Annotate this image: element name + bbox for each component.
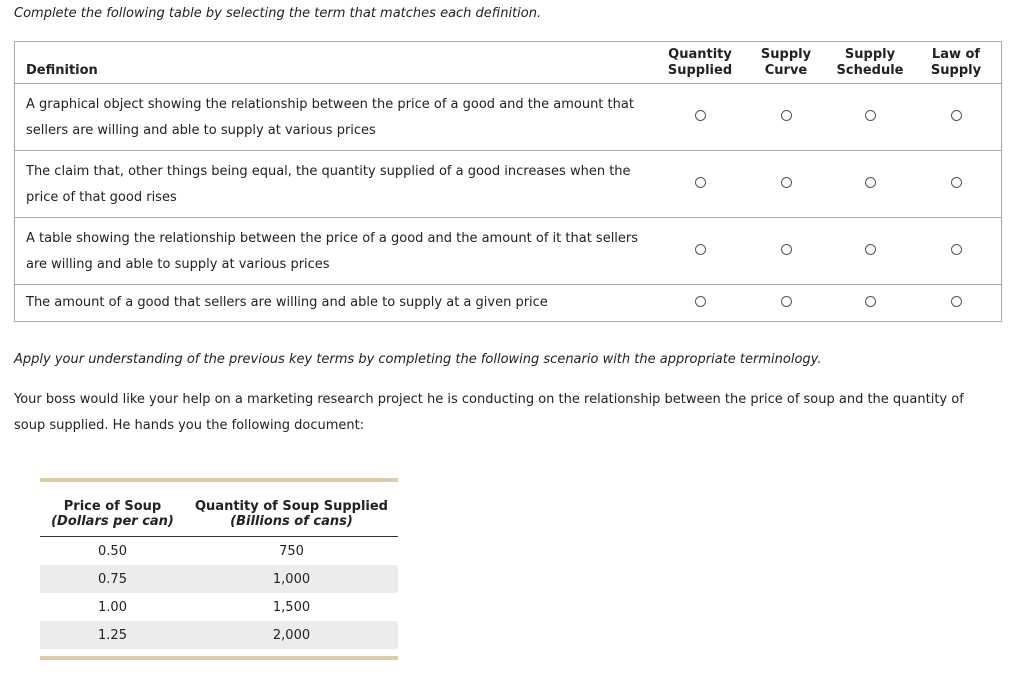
radio-quantity-supplied[interactable] [695, 110, 706, 121]
quantity-cell: 2,000 [185, 621, 398, 649]
table-row [15, 285, 1002, 322]
matching-table-header [15, 42, 1002, 84]
column-label: Quantity [668, 46, 732, 62]
column-label: Schedule [836, 62, 904, 78]
definition-text: price of that good rises [26, 190, 177, 205]
column-label: Supply [760, 46, 812, 62]
price-cell: 1.00 [98, 599, 127, 615]
definition-cell [15, 218, 658, 285]
table-row [40, 565, 398, 593]
table-row [15, 151, 1002, 218]
quantity-cell: 750 [279, 543, 304, 559]
price-cell: 0.50 [98, 543, 127, 559]
table-row [15, 84, 1002, 151]
price-unit: (Dollars per can) [40, 514, 185, 537]
radio-supply-schedule[interactable] [865, 177, 876, 188]
soup-supply-table [40, 482, 398, 649]
column-label: Supply [844, 46, 896, 62]
definition-cell [15, 151, 658, 218]
radio-supply-schedule[interactable] [865, 110, 876, 121]
table-row [40, 621, 398, 649]
definition-cell [15, 84, 658, 151]
instruction-text: Complete the following table by selecting the term that matches each definition. [14, 6, 542, 21]
column-label: Supply [930, 62, 982, 78]
column-label: Law of [931, 46, 981, 62]
column-law-of-supply [911, 42, 1002, 84]
radio-supply-schedule[interactable] [865, 296, 876, 307]
radio-quantity-supplied[interactable] [695, 296, 706, 307]
quantity-header: Quantity of Soup Supplied [195, 499, 388, 514]
radio-law-of-supply[interactable] [951, 177, 962, 188]
definition-text: are willing and able to supply at various prices [26, 257, 330, 272]
definition-text: A graphical object showing the relationship between the price of a good and the amount that [26, 97, 634, 112]
definition-cell [15, 285, 658, 322]
price-header: Price of Soup [63, 499, 162, 514]
table-bottom-rule [40, 656, 398, 660]
column-supply-schedule [829, 42, 911, 84]
quantity-cell: 1,000 [185, 565, 398, 593]
radio-supply-curve[interactable] [781, 110, 792, 121]
column-label: Curve [764, 62, 808, 78]
scenario-line: soup supplied. He hands you the following document: [14, 418, 365, 433]
radio-supply-curve[interactable] [781, 296, 792, 307]
soup-table-container [40, 478, 398, 660]
quantity-unit: (Billions of cans) [185, 514, 398, 537]
price-cell: 0.75 [40, 565, 185, 593]
column-label: Supplied [667, 62, 733, 78]
radio-law-of-supply[interactable] [951, 110, 962, 121]
matching-table [14, 41, 1002, 322]
radio-quantity-supplied[interactable] [695, 177, 706, 188]
table-row [15, 218, 1002, 285]
radio-law-of-supply[interactable] [951, 244, 962, 255]
table-row [40, 593, 398, 621]
definition-text: The claim that, other things being equal, the quantity supplied of a good increases when the [26, 164, 631, 179]
column-supply-curve [743, 42, 829, 84]
column-quantity-supplied [657, 42, 743, 84]
radio-supply-curve[interactable] [781, 177, 792, 188]
apply-instruction: Apply your understanding of the previous key terms by completing the following scenario with the appropriate terminology. [14, 352, 822, 367]
scenario-line: Your boss would like your help on a marketing research project he is conducting on the relationship between the price of soup and the quantity of [14, 392, 964, 407]
definition-text: sellers are willing and able to supply at various prices [26, 123, 376, 138]
definition-header: Definition [15, 42, 658, 84]
table-row [40, 537, 398, 566]
quantity-cell: 1,500 [272, 599, 311, 615]
definition-text: The amount of a good that sellers are willing and able to supply at a given price [26, 295, 548, 310]
price-cell: 1.25 [40, 621, 185, 649]
radio-law-of-supply[interactable] [951, 296, 962, 307]
scenario-text [14, 387, 1004, 439]
definition-text: A table showing the relationship between the price of a good and the amount of it that sellers [26, 231, 639, 246]
radio-supply-schedule[interactable] [865, 244, 876, 255]
radio-quantity-supplied[interactable] [695, 244, 706, 255]
radio-supply-curve[interactable] [781, 244, 792, 255]
